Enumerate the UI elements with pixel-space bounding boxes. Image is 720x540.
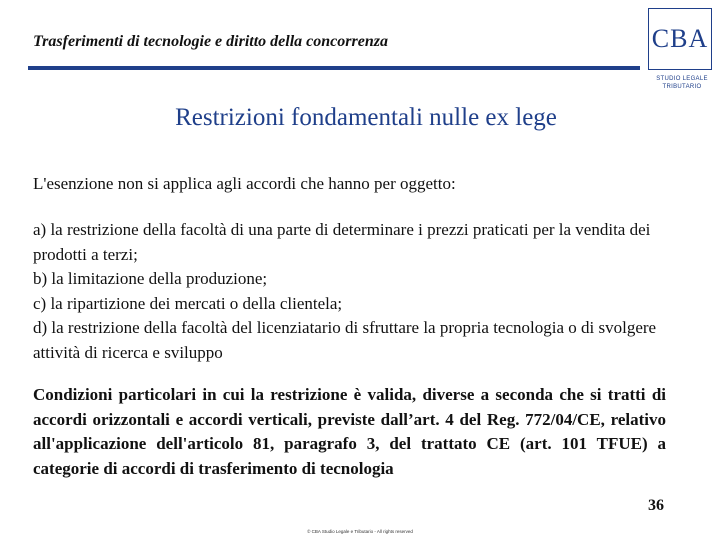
list-item: b) la limitazione della produzione; xyxy=(33,269,268,288)
conditions-paragraph: Condizioni particolari in cui la restrizione è valida, diverse a seconda che si tratti di accordi orizzontali e accordi verticali, previste dall’art. 4 del Reg. 772/04/CE, relativo all'applicazione dell'articolo 81, paragrafo 3, del trattato CE (art. 101 TFUE) a categorie di accordi di trasferimento di tecnologia xyxy=(33,385,666,478)
slide-title: Restrizioni fondamentali nulle ex lege xyxy=(175,104,557,131)
header-divider xyxy=(28,66,640,70)
list-item: d) la restrizione della facoltà del licenziatario di sfruttare la propria tecnologia o di svolgere attività di ricerca e sviluppo xyxy=(33,318,657,362)
logo-text: CBA xyxy=(651,24,709,53)
list-item: a) la restrizione della facoltà di una parte di determinare i prezzi praticati per la vendita dei prodotti a terzi; xyxy=(33,220,651,264)
header-title: Trasferimenti di tecnologie e diritto della concorrenza xyxy=(33,33,388,50)
page-number: 36 xyxy=(648,497,664,514)
copyright-footer: © CBA Studio Legale e Tributario - All rights reserved xyxy=(307,529,413,534)
logo-subtitle: STUDIO LEGALE TRIBUTARIO xyxy=(656,76,708,90)
list-item: c) la ripartizione dei mercati o della clientela; xyxy=(33,293,343,313)
cba-logo xyxy=(648,8,712,70)
restriction-list xyxy=(33,218,673,365)
intro-text: L'esenzione non si applica agli accordi che hanno per oggetto: xyxy=(33,174,456,193)
